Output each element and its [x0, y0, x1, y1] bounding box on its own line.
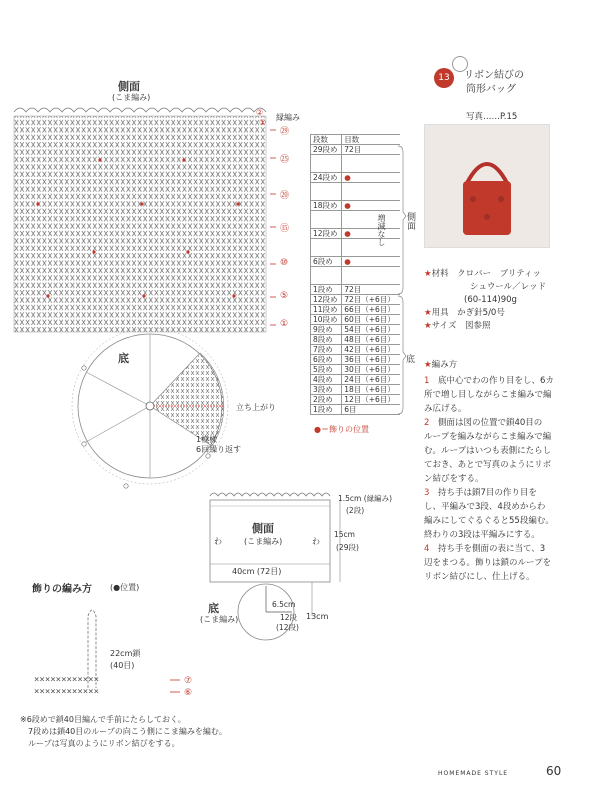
- table-row: [311, 315, 401, 325]
- table-cell: 10段め: [311, 315, 342, 325]
- table-cell: 29段め: [311, 145, 342, 155]
- step-line: み広げる。: [424, 404, 467, 414]
- row-marker-10: ⑩: [280, 258, 289, 268]
- step-number: 3: [424, 488, 430, 498]
- table-cell: 60目（+6目）: [342, 315, 400, 325]
- step-line: 持ち手を側面の表に当て、3: [437, 544, 546, 554]
- schematic-radius: 6.5cm: [272, 600, 296, 609]
- row-marker-1: ①: [280, 319, 289, 329]
- table-row: [311, 345, 401, 355]
- tool-label: 用具: [431, 308, 449, 318]
- table-cell: [342, 267, 400, 285]
- step-line: ておき、あとで写真のようにリボ: [424, 460, 552, 470]
- note-line-2: 7段めは鎖40目のループの向こう側にこま編みを編む。: [28, 727, 227, 736]
- step-line: リボン結びにし、仕上げる。: [424, 572, 535, 582]
- table-row: [311, 405, 401, 415]
- repeat-label-2: 6回繰り返す: [196, 445, 242, 454]
- table-cell: 3段め: [311, 385, 342, 395]
- table-cell: 42目（+6目）: [342, 345, 400, 355]
- table-cell: [342, 239, 400, 257]
- schematic-body-rows: (29段): [336, 543, 359, 552]
- schematic-bottom-sub: (こま編み): [200, 615, 239, 624]
- step-number: 2: [424, 418, 430, 428]
- bottom-bracket-label: 底: [406, 355, 416, 365]
- table-cell: 1段め: [311, 285, 342, 295]
- table-cell: 36目（+6目）: [342, 355, 400, 365]
- star-icon: ★: [424, 269, 432, 279]
- table-cell: 6段め: [311, 355, 342, 365]
- table-cell: 18段め: [311, 201, 342, 211]
- table-row: [311, 365, 401, 375]
- deco-legend: (●位置): [110, 583, 140, 592]
- page-number: 60: [546, 764, 562, 778]
- table-cell: 24目（+6目）: [342, 375, 400, 385]
- table-cell: 12目（+6目）: [342, 395, 400, 405]
- table-cell: [342, 183, 400, 201]
- row-marker-20: ⑳: [280, 191, 290, 201]
- decoration-note: ●＝飾りの位置: [314, 425, 369, 434]
- step-line: む。ループはいつも表側にたらし: [424, 446, 552, 456]
- table-cell: 48目（+6目）: [342, 335, 400, 345]
- schematic-side-title: 側面: [252, 522, 274, 535]
- repeat-label-1: 1模様: [196, 435, 218, 444]
- footer-brand: HOMEMADE STYLE: [438, 770, 509, 777]
- table-cell: 66目（+6目）: [342, 305, 400, 315]
- side-crochet-chart: [8, 104, 303, 336]
- schematic-handle-length: 13cm: [306, 612, 329, 621]
- table-row: [311, 335, 401, 345]
- table-cell: ●: [342, 257, 400, 267]
- table-row: [311, 285, 401, 295]
- schematic-edge-rows: (2段): [346, 506, 365, 515]
- table-cell: [311, 155, 342, 173]
- step-line: 辺をまつる。飾りは鎖のループを: [424, 558, 552, 568]
- table-row: [311, 385, 401, 395]
- schematic-circumference: 40cm (72目): [232, 567, 282, 576]
- project-number-badge: 13: [434, 68, 454, 88]
- table-row: [311, 257, 401, 267]
- method-step: [424, 486, 574, 542]
- row-marker-15: ⑮: [280, 224, 290, 234]
- svg-text:××××××××××××: ××××××××××××: [34, 675, 100, 685]
- material-value: クロバー ブリティッ: [457, 269, 541, 279]
- material-row: (60-114)90g: [464, 295, 517, 305]
- table-row: [311, 305, 401, 315]
- table-cell: [311, 267, 342, 285]
- materials-block: [424, 268, 594, 333]
- row-marker-25: ㉕: [280, 155, 290, 165]
- schematic-bottom-title: 底: [208, 602, 219, 615]
- table-cell: 72目: [342, 145, 400, 155]
- table-cell: [342, 155, 400, 173]
- schematic-edge-height: 1.5cm (縁編み): [338, 494, 393, 503]
- side-bracket-label: 側面: [405, 212, 415, 230]
- table-cell: ●: [342, 229, 400, 239]
- step-line: ン結びをする。: [424, 474, 484, 484]
- step-line: 側面は図の位置で鎖40目の: [437, 418, 543, 428]
- table-cell: 12段め: [311, 229, 342, 239]
- table-cell: [311, 239, 342, 257]
- bottom-chart-title: 底: [118, 352, 129, 365]
- schematic-body-height: 15cm: [334, 530, 355, 539]
- row-marker-top: ②: [256, 108, 264, 117]
- size-value: 図参照: [464, 321, 491, 331]
- table-cell: 8段め: [311, 335, 342, 345]
- table-cell: 5段め: [311, 365, 342, 375]
- edge-label: 縁編み: [276, 113, 300, 122]
- step-line: ループを編みながらこま編みで編: [424, 432, 552, 442]
- table-cell: 4段め: [311, 375, 342, 385]
- row-marker-5: ⑤: [280, 291, 289, 301]
- table-cell: 24段め: [311, 173, 342, 183]
- table-cell: 30目（+6目）: [342, 365, 400, 375]
- step-line: 持ち手は鎖7目の作り目を: [437, 488, 537, 498]
- table-row: [311, 325, 401, 335]
- star-icon: ★: [424, 360, 432, 370]
- table-bracket: [396, 144, 408, 416]
- deco-row-7: ⑦: [184, 676, 193, 686]
- table-cell: [342, 211, 400, 229]
- side-chart-subtitle: (こま編み): [112, 93, 151, 102]
- tool-row: [424, 307, 594, 320]
- table-row: [311, 375, 401, 385]
- table-cell: [311, 183, 342, 201]
- schematic-radius-rows: 12段: [280, 613, 298, 622]
- bottom-crochet-chart: [30, 328, 270, 498]
- table-cell: [311, 211, 342, 229]
- method-step: [424, 416, 574, 486]
- table-row: [311, 155, 401, 173]
- note-line-1: ※6段めで鎖40目編んで手前にたらしておく。: [20, 715, 186, 724]
- table-row: [311, 173, 401, 183]
- table-cell: 72目（+6目）: [342, 295, 400, 305]
- no-change-label: 増減なし: [377, 214, 386, 246]
- project-title-line2: 筒形バッグ: [466, 84, 516, 95]
- rise-label: 立ち上がり: [236, 403, 276, 412]
- table-cell: 54目（+6目）: [342, 325, 400, 335]
- deco-chain-length: 22cm鎖: [110, 649, 141, 658]
- table-cell: ●: [342, 173, 400, 183]
- schematic-side-sub: (こま編み): [244, 537, 283, 546]
- deco-row-6: ⑥: [184, 688, 193, 698]
- bag-photo: [424, 124, 550, 248]
- method-step: [424, 374, 574, 416]
- star-icon: ★: [424, 308, 432, 318]
- row-marker-29: ㉙: [280, 127, 290, 137]
- step-line: 編みにしてぐるぐると55段編む。: [424, 516, 554, 526]
- step-line: し、平編みで3段、4段めからわ: [424, 502, 546, 512]
- note-line-3: ループは写真のようにリボン結びをする。: [28, 739, 180, 748]
- table-cell: 1段め: [311, 405, 342, 415]
- svg-text:××××××××××××: ××××××××××××: [34, 687, 100, 697]
- star-icon: ★: [424, 321, 432, 331]
- row-marker-top2: ①: [259, 118, 267, 127]
- deco-chain-count: (40目): [110, 661, 135, 670]
- table-row: [311, 267, 401, 285]
- table-row: [311, 183, 401, 201]
- table-header: 目数: [342, 135, 400, 145]
- table-row: [311, 145, 401, 155]
- deco-title: 飾りの編み方: [32, 584, 92, 595]
- table-header: 段数: [311, 135, 342, 145]
- size-label: サイズ: [431, 321, 457, 331]
- step-line: 底中心でわの作り目をし、6カ: [437, 376, 554, 386]
- table-cell: 11段め: [311, 305, 342, 315]
- table-header-row: [311, 135, 401, 145]
- schematic-wa-left: わ: [214, 537, 222, 546]
- side-chart-title: 側面: [118, 80, 140, 93]
- schematic-radius-rows2: (12段): [276, 623, 299, 632]
- method-step: [424, 542, 574, 584]
- step-line: 所で増し目しながらこま編みで編: [424, 390, 552, 400]
- photo-reference: 写真……P.15: [466, 112, 518, 122]
- material-label: 材料: [431, 269, 449, 279]
- step-number: 4: [424, 544, 430, 554]
- table-row: [311, 395, 401, 405]
- table-cell: 7段め: [311, 345, 342, 355]
- table-row: [311, 355, 401, 365]
- table-cell: 18目（+6目）: [342, 385, 400, 395]
- material-row: [424, 268, 594, 281]
- stitch-count-table: [310, 134, 400, 415]
- step-line: 終わりの3段は平編みにする。: [424, 530, 540, 540]
- method-title: ★編み方: [424, 360, 458, 370]
- table-cell: 6目: [342, 405, 400, 415]
- table-row: [311, 201, 401, 211]
- table-cell: 2段め: [311, 395, 342, 405]
- table-cell: 72目: [342, 285, 400, 295]
- table-cell: 6段め: [311, 257, 342, 267]
- table-cell: ●: [342, 201, 400, 211]
- table-row: [311, 295, 401, 305]
- table-cell: 12段め: [311, 295, 342, 305]
- schematic-wa-right: わ: [312, 537, 320, 546]
- step-number: 1: [424, 376, 430, 386]
- method-block: [424, 358, 574, 584]
- project-title-line1: リボン結びの: [464, 70, 524, 81]
- size-row: [424, 320, 594, 333]
- material-row: シュウール／レッド: [470, 282, 547, 292]
- tool-value: かぎ針5/0号: [457, 308, 505, 318]
- table-cell: 9段め: [311, 325, 342, 335]
